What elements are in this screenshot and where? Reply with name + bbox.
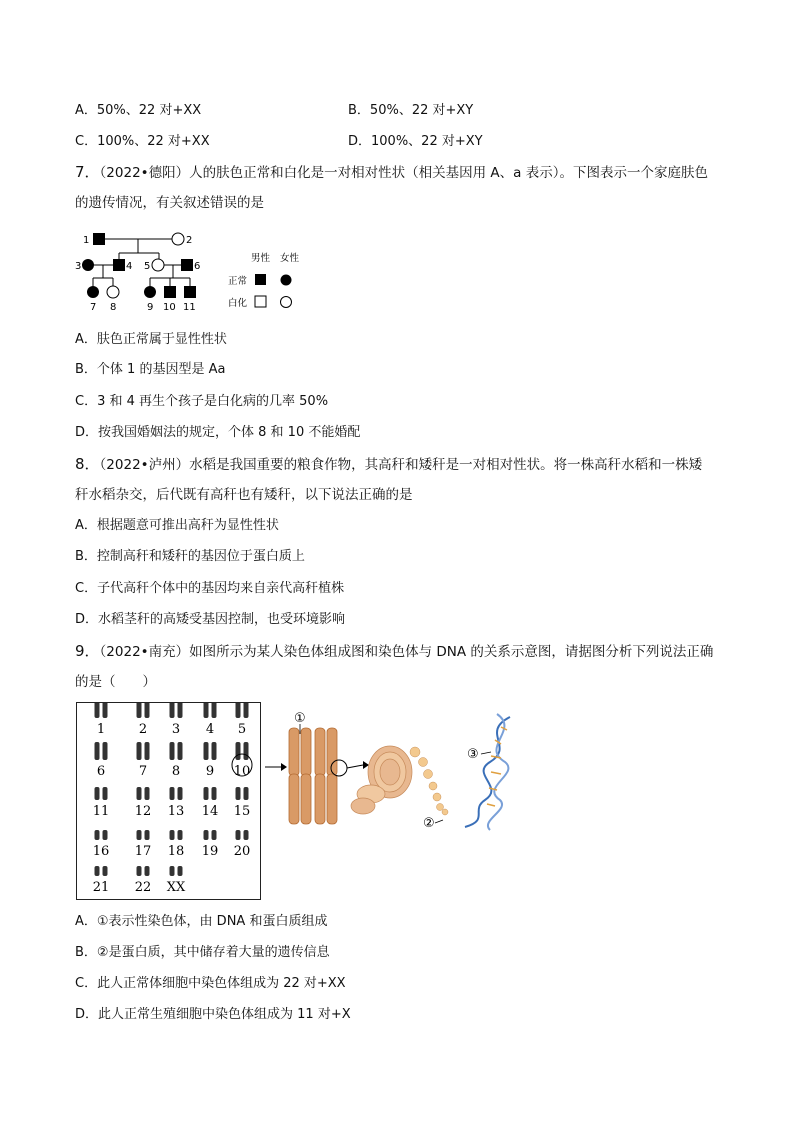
karyotype-label: XX <box>166 880 186 895</box>
karyotype-chromosome-17 <box>135 830 152 859</box>
q6-option-d: D．100%、22 对+XY <box>348 134 483 149</box>
legend-normal-label: 正常 <box>228 276 248 287</box>
karyotype-label: 5 <box>237 722 247 737</box>
q7-option-c: C．3 和 4 再生个孩子是白化病的几率 50% <box>75 394 329 409</box>
q8-option-c: C．子代高秆个体中的基因均来自亲代高秆植株 <box>75 581 345 596</box>
legend-normal-female-symbol <box>281 275 292 286</box>
pedigree-label-10: 10 <box>163 302 176 313</box>
q9-stem-line1 <box>75 642 713 661</box>
karyotype-label: 4 <box>205 722 215 737</box>
q9-stem-line2: 的是（ ） <box>75 674 156 690</box>
karyotype-chromosome-11 <box>93 787 110 819</box>
karyotype-chromosome-14 <box>202 787 219 819</box>
pedigree-chart <box>75 228 315 314</box>
karyotype-chromosome-7 <box>137 742 150 779</box>
karyotype-chromosome-3 <box>170 703 183 737</box>
q7-number: 7． <box>75 163 100 181</box>
individual-10 <box>164 286 176 298</box>
q8-option-d: D．水稻茎秆的高矮受基因控制，也受环境影响 <box>75 612 346 627</box>
karyotype-label: 1 <box>96 722 106 737</box>
karyotype-chromosome-20 <box>234 830 251 859</box>
karyotype-label: 11 <box>92 804 110 819</box>
karyotype-chromosome-15 <box>234 787 251 819</box>
q8-option-a: A．根据题意可推出高秆为显性性状 <box>75 518 279 533</box>
q6-option-a: A．50%、22 对+XX <box>75 103 202 118</box>
individual-9 <box>144 286 156 298</box>
chromosome-pair-illustration <box>289 728 337 824</box>
dna-double-helix-illustration <box>465 714 510 830</box>
karyotype-label: 7 <box>138 764 148 779</box>
pedigree-label-11: 11 <box>183 302 196 313</box>
karyotype-label: 8 <box>171 764 181 779</box>
karyotype-label: 6 <box>96 764 106 779</box>
karyotype-chromosome-19 <box>202 830 219 859</box>
marker-3: ③ <box>467 747 479 762</box>
q8-option-b: B．控制高秆和矮秆的基因位于蛋白质上 <box>75 549 305 564</box>
marker-1: ① <box>294 712 306 726</box>
legend-albino-male-symbol <box>255 296 266 307</box>
q7-text: 人的肤色正常和白化是一对相对性状（相关基因用 A、a 表示）。下图表示一个家庭肤色 <box>189 165 708 181</box>
karyotype-label: 15 <box>233 804 251 819</box>
karyotype-chromosome-6 <box>95 742 108 779</box>
karyotype-chromosome-xx <box>167 866 186 895</box>
individual-1 <box>93 233 105 245</box>
legend-albino-label: 白化 <box>228 298 248 309</box>
q6-option-c: C．100%、22 对+XX <box>75 134 210 149</box>
karyotype-label: 19 <box>201 844 219 859</box>
pedigree-label-2: 2 <box>186 235 193 246</box>
karyotype-label: 17 <box>134 844 152 859</box>
karyotype-chromosome-21 <box>93 866 110 895</box>
individual-8 <box>107 286 119 298</box>
q8-number: 8． <box>75 455 100 473</box>
marker-2: ② <box>423 816 435 831</box>
legend-albino-female-symbol <box>281 297 292 308</box>
karyotype-label: 18 <box>167 844 185 859</box>
karyotype-chromosome-8 <box>170 742 183 779</box>
q9-number: 9． <box>75 642 100 660</box>
karyotype-label: 2 <box>138 722 148 737</box>
legend-normal-male-symbol <box>255 274 266 285</box>
karyotype-chromosome-4 <box>204 703 217 737</box>
legend-female-label: 女性 <box>280 253 300 264</box>
karyotype-chromosome-1 <box>95 703 108 737</box>
q9-option-d: D．此人正常生殖细胞中染色体组成为 11 对+X <box>75 1007 351 1022</box>
pedigree-label-7: 7 <box>90 302 97 313</box>
karyotype-label: 14 <box>201 804 219 819</box>
q7-stem-line2: 的遗传情况，有关叙述错误的是 <box>75 195 264 211</box>
karyotype-label: 20 <box>233 844 251 859</box>
pedigree-label-4: 4 <box>126 261 133 272</box>
karyotype-chromosome-5 <box>236 703 249 737</box>
individual-4 <box>113 259 125 271</box>
individual-2 <box>172 233 184 245</box>
karyotype-label: 13 <box>167 804 185 819</box>
q7-option-b: B．个体 1 的基因型是 Aa <box>75 362 226 377</box>
individual-11 <box>184 286 196 298</box>
nucleosome-beads <box>410 747 448 815</box>
pedigree-label-5: 5 <box>144 261 151 272</box>
q7-source: （2022•德阳） <box>99 165 190 181</box>
karyotype-chromosome-2 <box>137 703 150 737</box>
legend-male-label: 男性 <box>251 253 271 264</box>
pedigree-label-9: 9 <box>147 302 154 313</box>
karyotype-chromosome-12 <box>135 787 152 819</box>
karyotype-label: 12 <box>134 804 152 819</box>
q8-source: （2022•泸州） <box>99 457 190 473</box>
individual-3 <box>82 259 94 271</box>
karyotype-chromosome-13 <box>168 787 185 819</box>
q6-option-b: B．50%、22 对+XY <box>348 103 474 118</box>
karyotype-label: 3 <box>171 722 181 737</box>
q9-source: （2022•南充） <box>99 644 190 660</box>
chromosome-dna-figure <box>265 712 535 832</box>
karyotype-svg <box>77 703 259 898</box>
karyotype-chromosome-16 <box>93 830 110 859</box>
coiled-chromatin-illustration <box>351 746 412 814</box>
karyotype-label: 10 <box>233 764 251 779</box>
pedigree-label-1: 1 <box>83 235 90 246</box>
karyotype-figure <box>76 702 261 900</box>
karyotype-label: 21 <box>92 880 110 895</box>
individual-5 <box>152 259 164 271</box>
q9-option-a: A．①表示性染色体，由 DNA 和蛋白质组成 <box>75 914 328 929</box>
karyotype-label: 16 <box>92 844 110 859</box>
q7-stem-line1 <box>75 163 708 182</box>
pedigree-label-6: 6 <box>194 261 201 272</box>
q8-stem-line1 <box>75 455 702 474</box>
q7-option-d: D．按我国婚姻法的规定，个体 8 和 10 不能婚配 <box>75 425 361 440</box>
q9-text: 如图所示为某人染色体组成图和染色体与 DNA 的关系示意图，请据图分析下列说法正确 <box>189 644 714 660</box>
q8-text: 水稻是我国重要的粮食作物，其高秆和矮秆是一对相对性状。将一株高秆水稻和一株矮 <box>189 457 703 473</box>
pedigree-label-3: 3 <box>75 261 82 272</box>
individual-6 <box>181 259 193 271</box>
pedigree-label-8: 8 <box>110 302 117 313</box>
q9-option-c: C．此人正常体细胞中染色体组成为 22 对+XX <box>75 976 346 991</box>
karyotype-chromosome-9 <box>204 742 217 779</box>
karyotype-chromosome-22 <box>135 866 152 895</box>
q7-option-a: A．肤色正常属于显性性状 <box>75 332 227 347</box>
individual-7 <box>87 286 99 298</box>
q9-option-b: B．②是蛋白质，其中储存着大量的遗传信息 <box>75 945 330 960</box>
karyotype-chromosome-18 <box>168 830 185 859</box>
q8-stem-line2: 秆水稻杂交，后代既有高秆也有矮秆，以下说法正确的是 <box>75 487 413 503</box>
karyotype-label: 22 <box>134 880 152 895</box>
karyotype-label: 9 <box>205 764 215 779</box>
